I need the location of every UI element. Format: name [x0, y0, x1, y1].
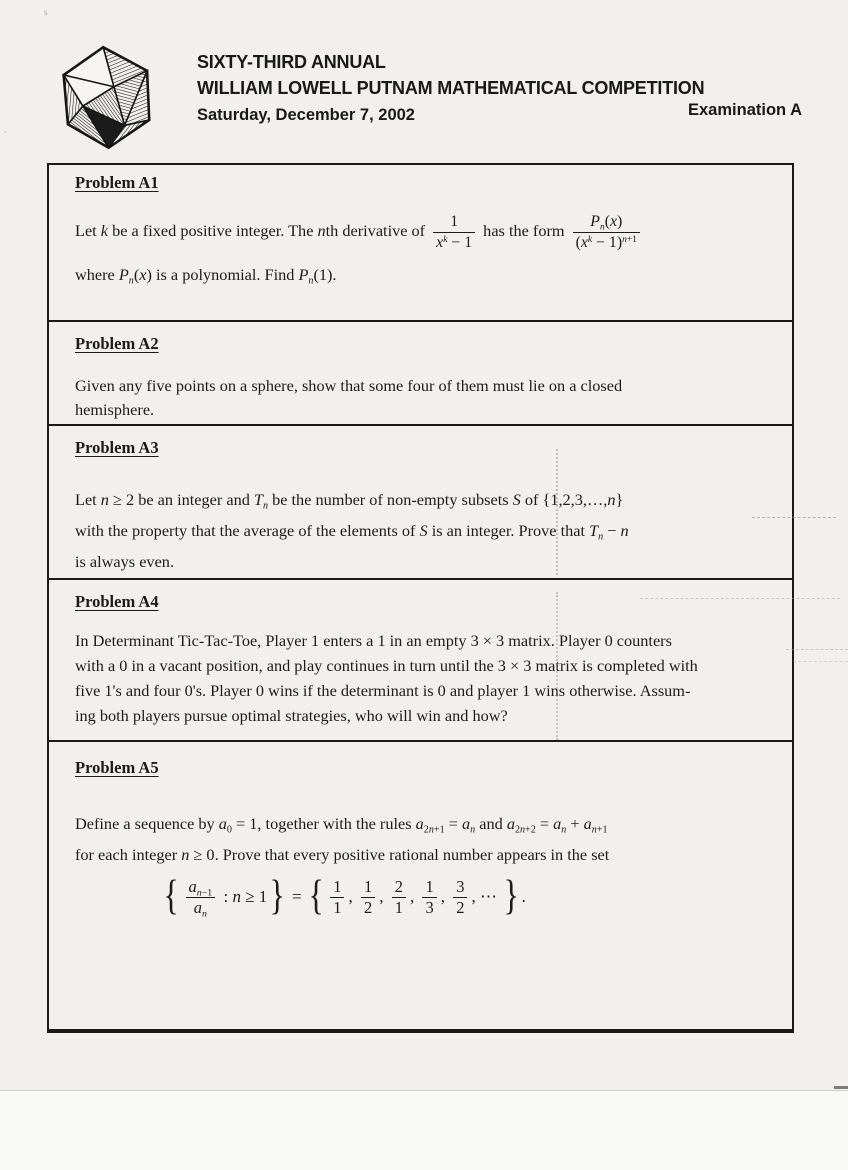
problem-section-a1 — [49, 165, 792, 320]
examination-label: Examination A — [688, 101, 802, 119]
problem-text-line: Given any five points on a sphere, show that some four of them must lie on a closed — [75, 376, 623, 395]
problem-section-a4 — [49, 578, 792, 740]
problem-text-line: In Determinant Tic-Tac-Toe, Player 1 enters a 1 in an empty 3 × 3 matrix. Player 0 counters — [75, 631, 672, 650]
problem-section-a2 — [49, 320, 792, 424]
fraction: $\frac{1}{1}$ — [330, 878, 344, 918]
problem-text-line: five 1's and four 0's. Player 0 wins if the determinant is 0 and player 1 wins otherwise. Assum- — [75, 681, 691, 700]
problem-text-line: with a 0 in a vacant position, and play continues in turn until the 3 × 3 matrix is completed with — [75, 656, 698, 675]
scan-artifact-dash — [786, 649, 848, 650]
problem-body — [49, 628, 792, 728]
display-equation: { $\frac{a_{n-1}}{a_n}$ : n ≥ 1} = { $\frac{1}{1}$ , $\frac{1}{2}$ , $\frac{2}{1}$ , $\frac{1}{3}$ , $\frac{3}{2}$ , ⋯ } . — [163, 871, 526, 920]
problem-text-line: with the property that the average of the elements of S is an integer. Prove that $T_n - n$ — [75, 521, 629, 543]
fraction: $\frac{P_n(x)}{(x^k - 1)^{n+1}}$ — [573, 213, 640, 251]
problem-text-line: Define a sequence by $a_0 = 1$, together with the rules $a_{2n+1} = a_n$ and $a_{2n+2} = a_n + a_{n+1}$ — [75, 814, 608, 836]
problem-text-line: hemisphere. — [75, 400, 155, 419]
problem-text-line: where $P_n(x)$ is a polynomial. Find $P_n(1)$. — [75, 265, 337, 287]
fraction: $\frac{1}{2}$ — [361, 878, 375, 918]
fraction: $\frac{2}{1}$ — [392, 878, 406, 918]
problem-title: Problem A3 — [75, 438, 159, 457]
problem-body — [49, 213, 792, 285]
problem-title: Problem A5 — [75, 758, 159, 777]
competition-date: Saturday, December 7, 2002 — [197, 106, 415, 124]
header-title-block — [197, 52, 704, 125]
scan-artifact-mark: , — [3, 123, 9, 135]
fraction: $\frac{1}{x^k - 1}$ — [433, 213, 475, 251]
fraction: $\frac{1}{3}$ — [422, 878, 436, 918]
scan-artifact-dash — [793, 661, 848, 662]
fraction: $\frac{a_{n-1}}{a_n}$ — [186, 878, 216, 918]
problems-frame — [47, 163, 794, 1033]
problem-text-line: for each integer n ≥ 0. Prove that every positive rational number appears in the set — [75, 845, 610, 864]
competition-name: WILLIAM LOWELL PUTNAM MATHEMATICAL COMPETITION — [197, 78, 705, 98]
problem-section-a3 — [49, 424, 792, 578]
problem-text-line: ing both players pursue optimal strategies, who will win and how? — [75, 706, 508, 725]
problem-title: Problem A4 — [75, 592, 159, 611]
problem-body — [49, 484, 792, 577]
problem-title: Problem A2 — [75, 334, 159, 353]
scan-artifact-mark: s — [44, 7, 48, 17]
problem-body — [49, 808, 792, 918]
scan-artifact-dark-dash — [834, 1086, 848, 1089]
problem-title: Problem A1 — [75, 173, 159, 192]
fraction: $\frac{3}{2}$ — [453, 878, 467, 918]
problem-section-a5 — [49, 740, 792, 1029]
scan-artifact-bottom-band — [0, 1090, 848, 1170]
problem-text-line: is always even. — [75, 552, 175, 571]
problem-body — [49, 374, 792, 422]
problem-text-line: Let k be a fixed positive integer. The nth derivative of $\frac{1}{x^k - 1}$ has the form $\frac{P_n(x)}{(x^k - 1)^{n+1}}$ — [75, 213, 782, 251]
maa-icosahedron-logo — [47, 44, 168, 151]
problem-text-line: Let n ≥ 2 be an integer and $T_n$ be the number of non-empty subsets S of {1,2,3,…,n} — [75, 490, 624, 512]
competition-annual-line: SIXTY-THIRD ANNUAL — [197, 52, 386, 72]
